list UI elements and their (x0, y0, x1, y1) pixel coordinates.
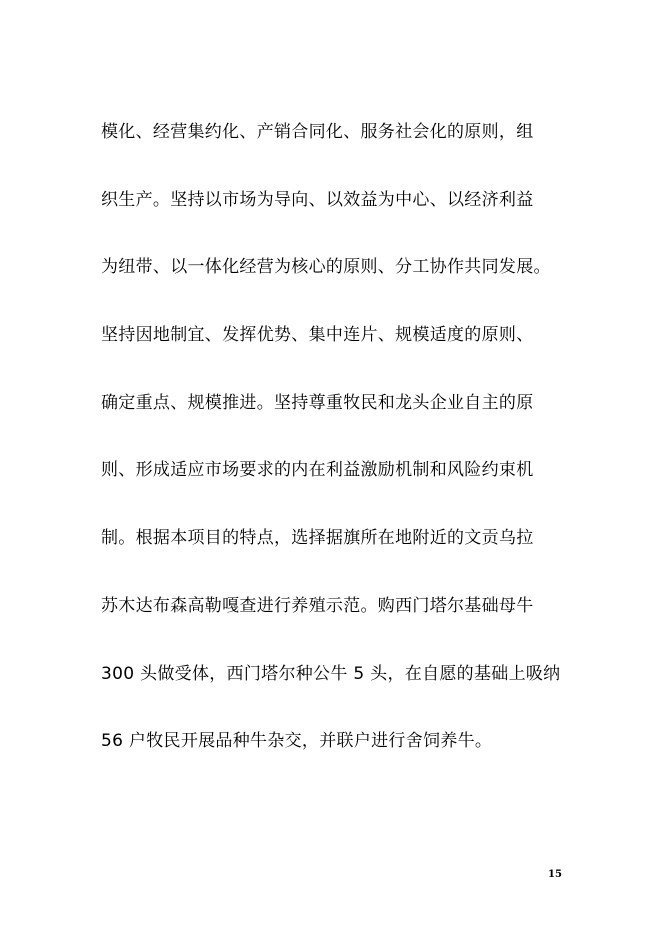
text-line: 则、形成适应市场要求的内在利益激励机制和风险约束机 (101, 460, 534, 481)
body-text (101, 118, 571, 795)
page-number: 15 (548, 869, 562, 880)
text-line: 坚持因地制宜、发挥优势、集中连片、规模适度的原则、 (101, 325, 534, 346)
text-line: 制。根据本项目的特点，选择据旗所在地附近的文贡乌拉 (101, 528, 534, 549)
text-line: 确定重点、规模推进。坚持尊重牧民和龙头企业自主的原 (101, 392, 534, 413)
text-line: 模化、经营集约化、产销合同化、服务社会化的原则，组 (101, 122, 534, 142)
text-line: 苏木达布森高勒嘎查进行养殖示范。购西门塔尔基础母牛 (101, 595, 534, 616)
text-line: 300 头做受体，西门塔尔种公牛 5 头，在自愿的基础上吸纳 (101, 663, 561, 684)
text-line: 织生产。坚持以市场为导向、以效益为中心、以经济利益 (101, 189, 534, 210)
text-line: 为纽带、以一体化经营为核心的原则、分工协作共同发展。 (101, 257, 551, 278)
text-line: 56 户牧民开展品种牛杂交，并联户进行舍饲养牛。 (101, 731, 493, 752)
